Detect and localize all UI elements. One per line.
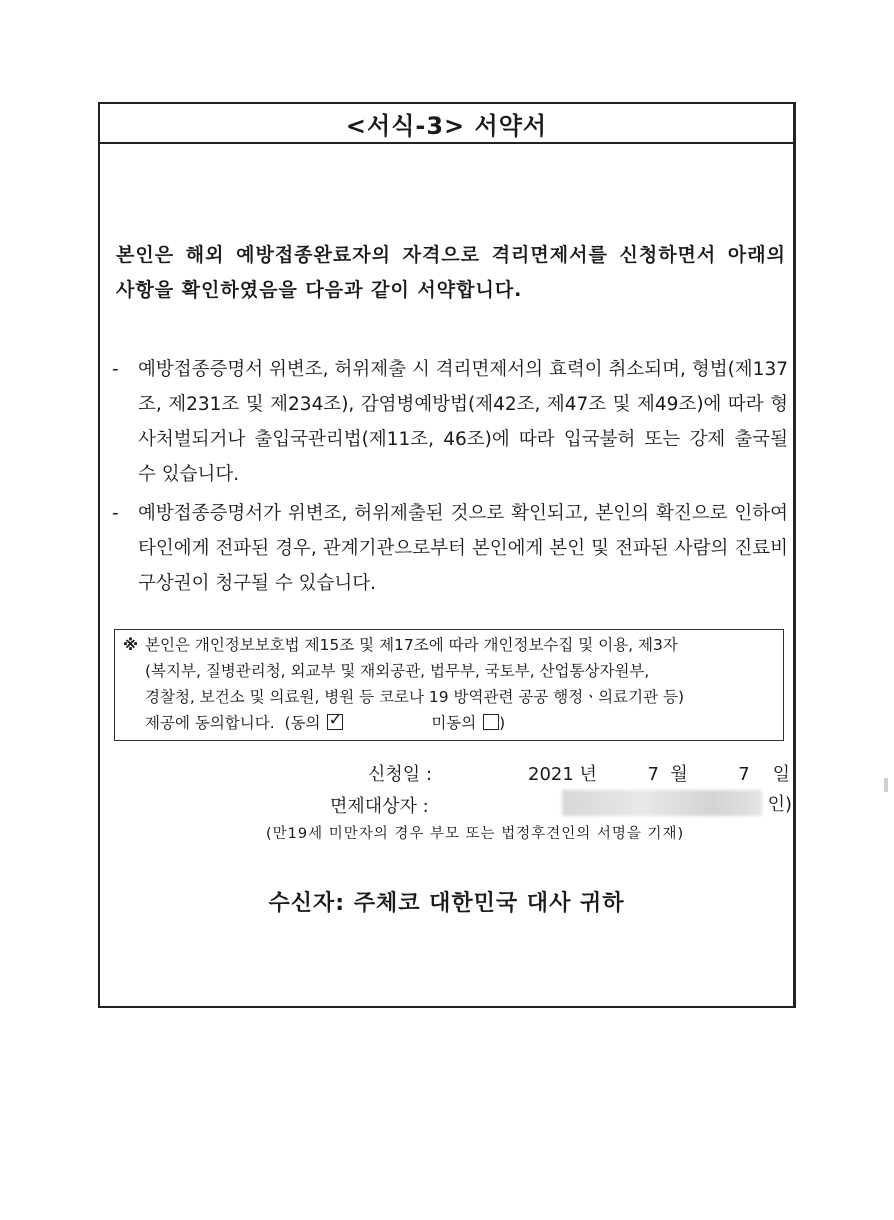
- pledge-list: [112, 352, 788, 605]
- pledge-item: [112, 352, 788, 492]
- disagree-label: 미동의: [431, 714, 477, 732]
- exempt-person-label: 면제대상자 :: [330, 796, 429, 817]
- agree-label: (동의: [284, 714, 321, 732]
- form-frame: [98, 102, 796, 1008]
- pledge-text: 예방접종증명서 위변조, 허위제출 시 격리면제서의 효력이 취소되며, 형법(제137조, 제231조 및 제234조), 감염병예방법(제42조, 제47조 및 제49조)에 따라 형사처벌되거나 출입국관리법(제11조, 46조)에 따라 입국불허 또는 강제 출국될 수 있습니다.: [138, 359, 788, 485]
- bullet-marker: -: [112, 503, 119, 524]
- date-month-unit: 월: [670, 764, 688, 785]
- pledge-text: 예방접종증명서가 위변조, 허위제출된 것으로 확인되고, 본인의 확진으로 인하여 타인에게 전파된 경우, 관계기관으로부터 본인에게 본인 및 전파된 사람의 진료비 구상권이 청구될 수 있습니다.: [138, 503, 788, 594]
- consent-line-4: 제공에 동의합니다.: [145, 714, 275, 732]
- disagree-checkbox[interactable]: [483, 714, 499, 730]
- privacy-consent-box: [114, 629, 784, 741]
- date-day-unit: 일: [772, 764, 790, 785]
- consent-line-2: (복지부, 질병관리청, 외교부 및 재외공관, 법무부, 국토부, 산업통상자원부,: [145, 662, 650, 680]
- consent-line-3: 경찰청, 보건소 및 의료원, 병원 등 코로나 19 방역관련 공공 행정ㆍ의료기관 등): [145, 688, 685, 706]
- bullet-marker: -: [112, 359, 119, 380]
- application-date-label: 신청일 :: [368, 764, 432, 785]
- guardian-signature-note: (만19세 미만자의 경우 부모 또는 법정후견인의 서명을 기재): [266, 826, 685, 842]
- date-day: 7: [738, 764, 750, 785]
- scan-artifact: [884, 778, 888, 792]
- intro-statement: 본인은 해외 예방접종완료자의 자격으로 격리면제서를 신청하면서 아래의 사항을 확인하였음을 다음과 같이 서약합니다.: [116, 244, 786, 301]
- signature-suffix: 인): [767, 794, 792, 815]
- reference-mark: ※: [123, 636, 139, 654]
- recipient-line: 수신자: 주체코 대한민국 대사 귀하: [268, 891, 625, 916]
- redacted-name: [562, 790, 762, 816]
- agree-checkbox[interactable]: [327, 714, 343, 730]
- application-date: [528, 760, 790, 786]
- form-title: <서식-3> 서약서: [100, 104, 793, 144]
- pledge-item: [112, 496, 788, 601]
- date-year: 2021: [528, 764, 574, 785]
- exempt-person-signature: [554, 788, 792, 818]
- date-month: 7: [647, 764, 659, 785]
- consent-line-1: 본인은 개인정보보호법 제15조 및 제17조에 따라 개인정보수집 및 이용, 제3자: [145, 636, 678, 654]
- date-year-unit: 년: [579, 764, 597, 785]
- consent-close-paren: ): [499, 714, 506, 732]
